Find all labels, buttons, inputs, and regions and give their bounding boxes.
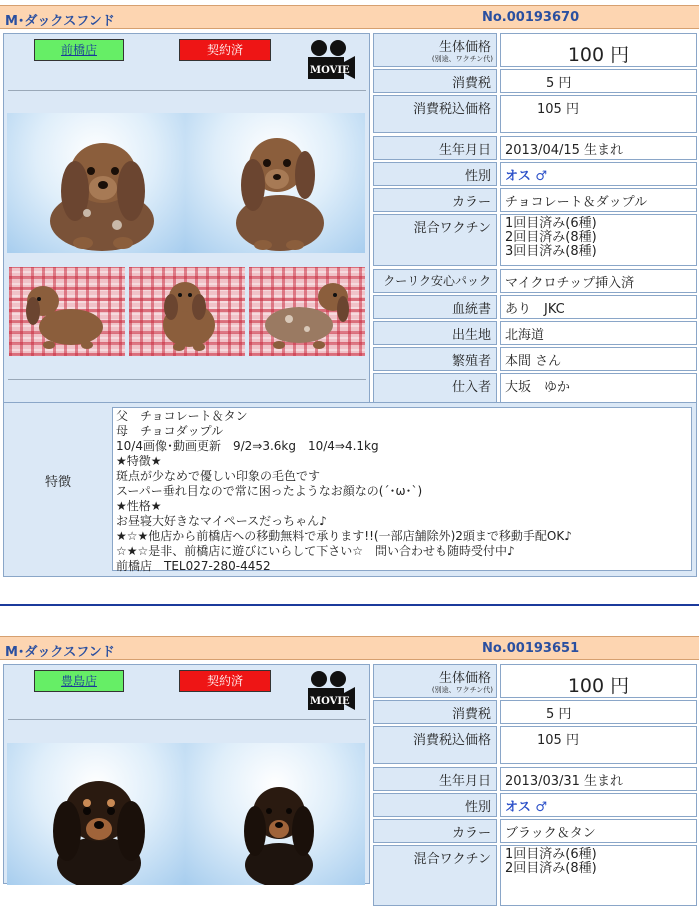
color-label: カラー — [373, 819, 497, 843]
birth-label: 生年月日 — [373, 767, 497, 791]
breed-name: M･ダックスフンド — [5, 14, 115, 29]
feature-line: お昼寝大好きなマイペースだっちゃん♪ — [116, 514, 327, 528]
vaccine-line: 1回目済み(6種) — [505, 216, 597, 231]
feature-line: 父 チョコレート＆タン — [116, 409, 248, 423]
vaccine-row — [373, 214, 697, 266]
gender-label: 性別 — [373, 162, 497, 186]
dog-image — [7, 113, 185, 253]
vaccine-label: 混合ワクチン — [373, 214, 497, 266]
feature-line: 10/4画像･動画更新 9/2⇒3.6kg 10/4⇒4.1kg — [116, 439, 379, 453]
status-badge: 契約済 — [179, 670, 271, 692]
vaccine-row — [373, 845, 697, 906]
divider — [8, 379, 366, 380]
dog-photo-main-2[interactable] — [185, 743, 365, 885]
divider — [8, 719, 366, 720]
birth-value: 2013/03/31 生まれ — [500, 767, 697, 791]
gender-value: オス ♂ — [500, 162, 697, 186]
price-sublabel: (別途、ワクチン代) — [431, 686, 493, 694]
birthplace-row — [373, 321, 697, 345]
feature-line: スーパー垂れ目なので常に困ったようなお顔なの(´･ω･`) — [116, 484, 423, 498]
dog-image — [129, 267, 245, 356]
tax-value: 5 円 — [500, 700, 697, 724]
color-row — [373, 188, 697, 212]
birth-row — [373, 136, 697, 160]
tax-label: 消費税 — [373, 69, 497, 93]
dog-photo-thumb-1[interactable] — [9, 267, 125, 356]
status-badge: 契約済 — [179, 39, 271, 61]
feature-line: ★☆★他店から前橋店への移動無料で承ります!!(一部店舗除外)2頭まで移動手配OK♪ — [116, 529, 572, 543]
vaccine-line: 2回目済み(8種) — [505, 230, 597, 245]
price-sublabel: (別途、ワクチン代) — [431, 55, 493, 63]
pedigree-label: 血統書 — [373, 295, 497, 319]
feature-line: 母 チョコダップル — [116, 424, 224, 438]
gender-row — [373, 793, 697, 817]
pedigree-value: あり JKC — [500, 295, 697, 319]
listing-title-bar — [0, 636, 699, 660]
photo-panel — [3, 33, 370, 404]
buyer-value: 大坂 ゆか — [500, 373, 697, 404]
price-value: 100 円 — [500, 33, 697, 67]
listing-title-bar — [0, 5, 699, 29]
birth-label: 生年月日 — [373, 136, 497, 160]
gender-label: 性別 — [373, 793, 497, 817]
store-button[interactable]: 豊島店 — [34, 670, 124, 692]
pack-label: クーリク安心パック — [373, 269, 497, 293]
price-label — [373, 33, 497, 67]
features-label: 特徴 — [44, 475, 71, 490]
movie-camera-icon[interactable] — [306, 39, 356, 81]
features-text — [112, 407, 692, 571]
svg-text:MOVIE: MOVIE — [310, 65, 350, 76]
feature-line: ★性格★ — [116, 499, 162, 513]
movie-camera-icon[interactable] — [306, 670, 356, 712]
total-value: 105 円 — [500, 95, 697, 133]
color-row — [373, 819, 697, 843]
tax-value: 5 円 — [500, 69, 697, 93]
store-button[interactable]: 前橋店 — [34, 39, 124, 61]
buyer-label: 仕入者 — [373, 373, 497, 404]
dog-photo-thumb-2[interactable] — [129, 267, 245, 356]
color-value: チョコレート＆ダップル — [500, 188, 697, 212]
color-value: ブラック＆タン — [500, 819, 697, 843]
dog-photo-main-2[interactable] — [185, 113, 365, 253]
price-label — [373, 664, 497, 698]
feature-line: ★特徴★ — [116, 454, 162, 468]
total-label: 消費税込価格 — [373, 726, 497, 764]
total-row — [373, 726, 697, 764]
dog-image — [185, 743, 365, 885]
feature-line: ☆★☆是非、前橋店に遊びにいらして下さい☆ 問い合わせも随時受付中♪ — [116, 544, 515, 558]
breeder-value: 本間 さん — [500, 347, 697, 371]
tax-label: 消費税 — [373, 700, 497, 724]
tax-row — [373, 700, 697, 724]
dog-image — [7, 743, 185, 885]
pack-row — [373, 269, 697, 293]
features-section — [3, 402, 697, 577]
vaccine-value — [500, 214, 697, 266]
vaccine-line: 2回目済み(8種) — [505, 861, 597, 876]
breed-name: M･ダックスフンド — [5, 645, 115, 660]
pet-number: No.00193651 — [482, 641, 580, 656]
listing-separator — [0, 604, 699, 606]
gender-row — [373, 162, 697, 186]
svg-text:MOVIE: MOVIE — [310, 696, 350, 707]
vaccine-line: 1回目済み(6種) — [505, 847, 597, 862]
color-label: カラー — [373, 188, 497, 212]
dog-photo-thumb-3[interactable] — [249, 267, 365, 356]
tax-row — [373, 69, 697, 93]
pet-listing-2 — [0, 636, 699, 878]
price-row — [373, 33, 697, 67]
dog-photo-main-1[interactable] — [7, 743, 185, 885]
photo-panel — [3, 664, 370, 884]
breeder-label: 繁殖者 — [373, 347, 497, 371]
feature-line: 斑点が少なめで優しい印象の毛色です — [116, 469, 321, 483]
birthplace-value: 北海道 — [500, 321, 697, 345]
pedigree-row — [373, 295, 697, 319]
vaccine-value — [500, 845, 697, 906]
divider — [8, 90, 366, 91]
vaccine-line: 3回目済み(8種) — [505, 244, 597, 259]
total-row — [373, 95, 697, 133]
price-value: 100 円 — [500, 664, 697, 698]
vaccine-label: 混合ワクチン — [373, 845, 497, 906]
feature-line: 前橋店 TEL027-280-4452 — [116, 559, 271, 573]
breeder-row — [373, 347, 697, 371]
pet-number: No.00193670 — [482, 10, 580, 25]
birthplace-label: 出生地 — [373, 321, 497, 345]
dog-image — [9, 267, 125, 356]
dog-image — [249, 267, 365, 356]
price-label-text: 生体価格 — [438, 671, 491, 686]
price-row — [373, 664, 697, 698]
pet-listing-1 — [0, 5, 699, 585]
total-value: 105 円 — [500, 726, 697, 764]
gender-value: オス ♂ — [500, 793, 697, 817]
birth-row — [373, 767, 697, 791]
price-label-text: 生体価格 — [438, 40, 491, 55]
pack-value: マイクロチップ挿入済 — [500, 269, 697, 293]
birth-value: 2013/04/15 生まれ — [500, 136, 697, 160]
buyer-row — [373, 373, 697, 404]
dog-photo-main-1[interactable] — [7, 113, 185, 253]
total-label: 消費税込価格 — [373, 95, 497, 133]
dog-image — [185, 113, 365, 253]
